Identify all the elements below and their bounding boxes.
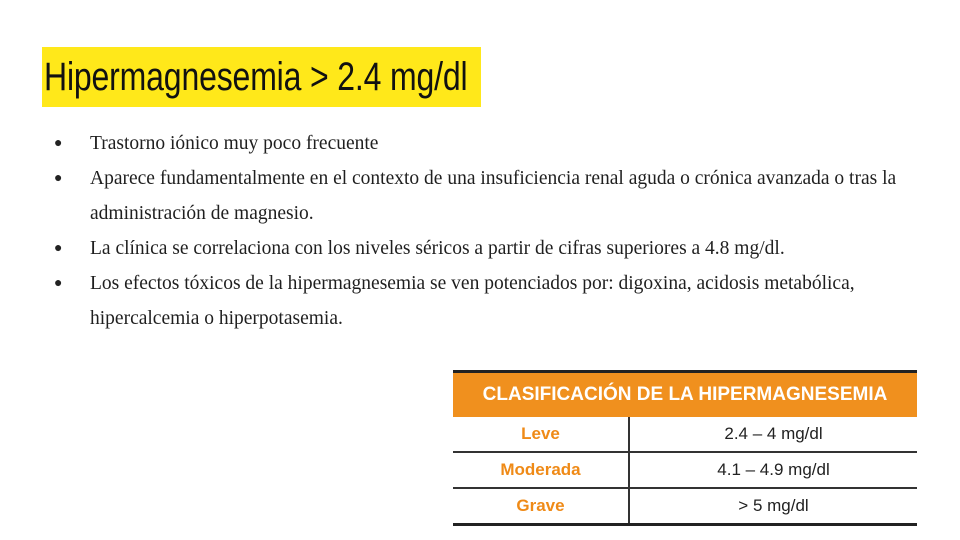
slide-title: Hipermagnesemia > 2.4 mg/dl (44, 54, 468, 99)
bullet-item (52, 266, 932, 336)
bullet-text: Los efectos tóxicos de la hipermagnesemia se ven potenciados por: digoxina, acidosis metabólica, hipercalcemia o hiperpotasemia. (90, 273, 855, 329)
bullet-text: Aparece fundamentalmente en el contexto de una insuficiencia renal aguda o crónica avanzada o tras la administración de magnesio. (90, 168, 897, 224)
title-highlight (42, 47, 481, 107)
severity-cell: Moderada (453, 452, 629, 488)
table-row (453, 488, 917, 525)
bullet-dot-icon: ● (54, 241, 63, 256)
bullet-dot-icon: ● (54, 136, 63, 151)
bullet-item (52, 126, 932, 161)
range-cell: > 5 mg/dl (629, 488, 917, 525)
bullet-list (52, 126, 932, 336)
classification-table-image (453, 370, 917, 526)
bullet-item (52, 231, 932, 266)
range-cell: 2.4 – 4 mg/dl (629, 417, 917, 452)
bullet-text: Trastorno iónico muy poco frecuente (90, 133, 379, 154)
classification-table (453, 370, 917, 526)
table-row (453, 417, 917, 452)
table-row (453, 452, 917, 488)
bullet-item (52, 161, 932, 231)
severity-cell: Grave (453, 488, 629, 525)
severity-cell: Leve (453, 417, 629, 452)
bullet-text: La clínica se correlaciona con los niveles séricos a partir de cifras superiores a 4.8 mg/dl. (90, 238, 785, 259)
range-cell: 4.1 – 4.9 mg/dl (629, 452, 917, 488)
bullet-dot-icon: ● (54, 276, 63, 291)
bullet-dot-icon: ● (54, 171, 63, 186)
table-header: CLASIFICACIÓN DE LA HIPERMAGNESEMIA (453, 372, 917, 418)
